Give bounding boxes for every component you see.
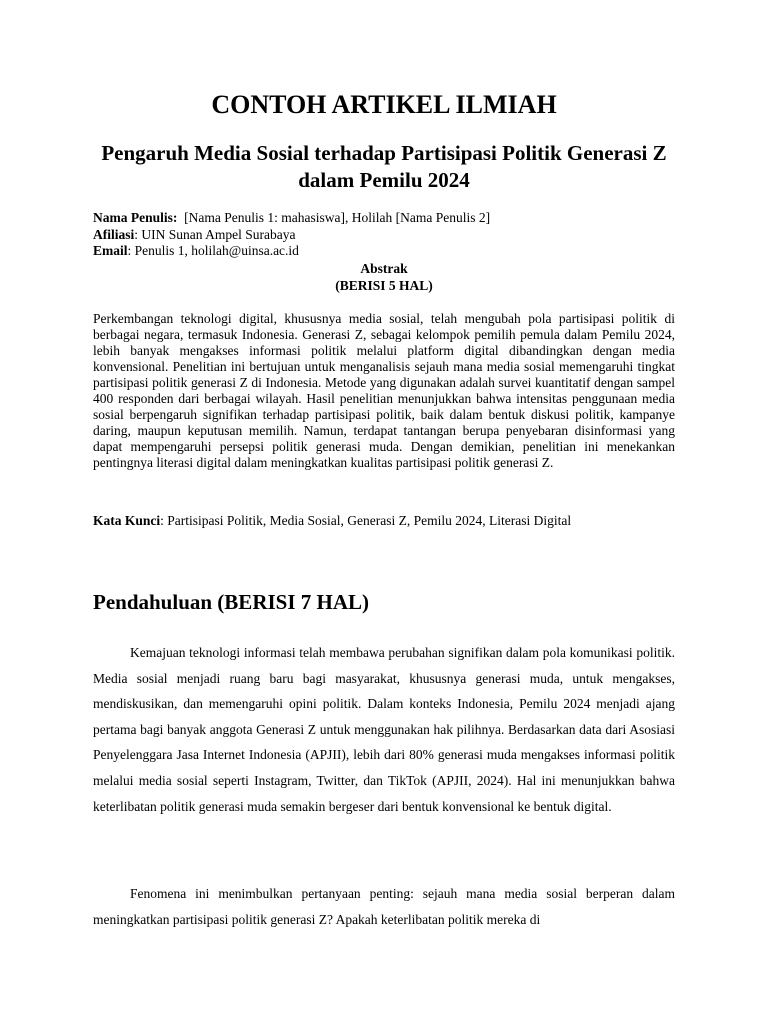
affiliation-value: : UIN Sunan Ampel Surabaya	[134, 226, 296, 242]
keywords-value: : Partisipasi Politik, Media Sosial, Generasi Z, Pemilu 2024, Literasi Digital	[160, 513, 572, 528]
affiliation-label: Afiliasi	[93, 226, 135, 242]
introduction-paragraph-2: Fenomena ini menimbulkan pertanyaan penting: sejauh mana media sosial berperan dalam meningkatkan partisipasi politik generasi Z? Apakah keterlibatan politik mereka di	[93, 886, 675, 927]
email-label: Email	[93, 243, 128, 258]
abstract-body: Perkembangan teknologi digital, khususnya media sosial, telah mengubah pola partisipasi politik di berbagai negara, termasuk Indonesia. Generasi Z, sebagai kelompok pemilih pemula dalam Pemilu 2024, lebih banyak mengakses informasi politik melalui platform digital dibandingkan dengan media konvensional. Penelitian ini bertujuan untuk menganalisis sejauh mana media sosial memengaruhi tingkat partisipasi politik generasi Z di Indonesia. Metode yang digunakan adalah survei kuantitatif dengan sampel 400 responden dari berbagai wilayah. Hasil penelitian menunjukkan bahwa intensitas penggunaan media sosial berpengaruh signifikan terhadap partisipasi politik, baik dalam bentuk diskusi politik, kampanye daring, maupun keputusan memilih. Namun, terdapat tantangan berupa penyebaran disinformasi yang dapat mempengaruhi persepsi politik generasi muda. Dengan demikian, penelitian ini menekankan pentingnya literasi digital dalam meningkatkan kualitas partisipasi politik generasi Z.	[93, 311, 675, 470]
affiliation-line	[93, 227, 675, 244]
author-line	[93, 210, 675, 227]
abstract-heading-block	[93, 261, 675, 294]
section-heading-introduction: Pendahuluan (BERISI 7 HAL)	[93, 590, 370, 614]
document-title: CONTOH ARTIKEL ILMIAH	[211, 90, 557, 119]
email-line	[93, 243, 675, 260]
abstract-heading: Abstrak	[360, 261, 408, 276]
email-value: : Penulis 1, holilah@uinsa.ac.id	[127, 243, 299, 258]
author-label: Nama Penulis:	[93, 210, 178, 225]
introduction-paragraph-1: Kemajuan teknologi informasi telah membawa perubahan signifikan dalam pola komunikasi politik. Media sosial menjadi ruang baru bagi masyarakat, khususnya generasi muda, untuk mengakses, mendiskusikan, dan memengaruhi opini politik. Dalam konteks Indonesia, Pemilu 2024 menjadi ajang pertama bagi banyak anggota Generasi Z untuk menggunakan hak pilihnya. Berdasarkan data dari Asosiasi Penyelenggara Jasa Internet Indonesia (APJII), lebih dari 80% generasi muda mengakses informasi politik melalui media sosial seperti Instagram, Twitter, dan TikTok (APJII, 2024). Hal ini menunjukkan bahwa keterlibatan politik generasi muda semakin bergeser dari bentuk konvensional ke bentuk digital.	[93, 645, 675, 814]
author-names: [Nama Penulis 1: mahasiswa], Holilah [Nama Penulis 2]	[177, 210, 491, 225]
keywords-line	[93, 513, 675, 529]
keywords-label: Kata Kunci	[93, 513, 161, 528]
author-info	[93, 210, 675, 260]
abstract-note: (BERISI 5 HAL)	[335, 277, 433, 293]
article-title: Pengaruh Media Sosial terhadap Partisipasi Politik Generasi Z dalam Pemilu 2024	[101, 141, 667, 192]
